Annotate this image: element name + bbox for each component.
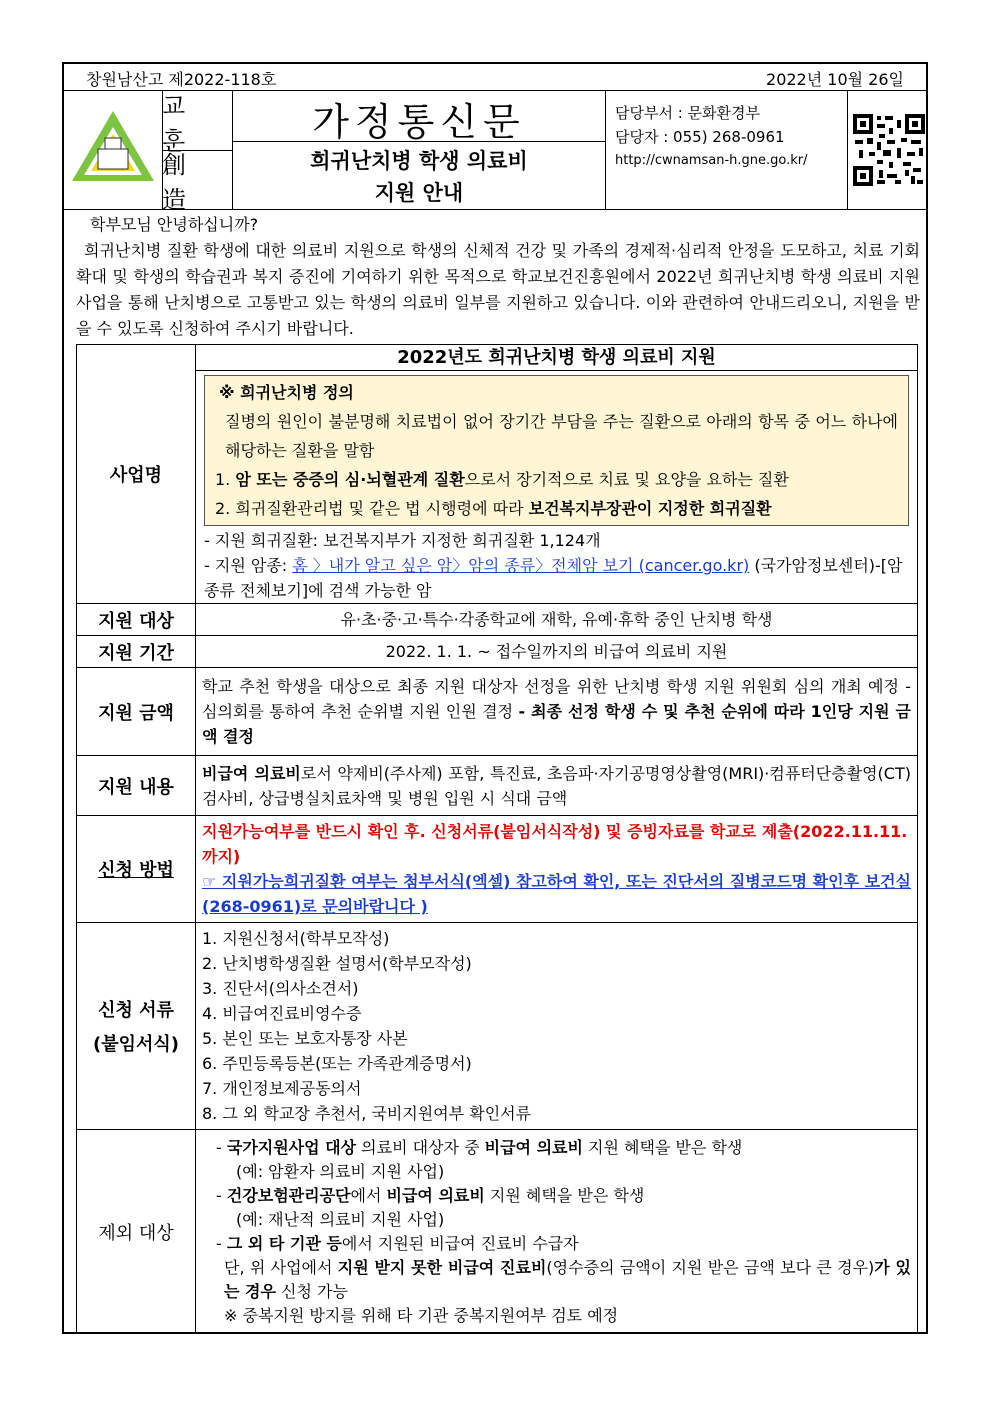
method-red-notice: 지원가능여부를 반드시 확인 후. 신청서류(붙임서식작성) 및 증빙자료를 학교로 제출(2022.11.11.까지) <box>202 822 908 866</box>
cancer-info-link[interactable]: 홈 〉내가 알고 싶은 암〉암의 종류〉전체암 보기 (cancer.go.kr) <box>292 556 750 575</box>
target-value: 유·초·중·고·특수·각종학교에 재학, 유예·휴학 중인 난치병 학생 <box>196 604 918 636</box>
content-value: 비급여 의료비로서 약제비(주사제) 포함, 특진료, 초음파·자기공명영상촬영(MRI)·컴퓨터단층촬영(CT) 검사비, 상급병실치료차액 및 병원 입원 시 식대 금액 <box>196 756 918 816</box>
letter-header <box>64 91 926 214</box>
period-label: 지원 기간 <box>77 636 196 668</box>
definition-box <box>204 375 909 526</box>
exclusion-example-2: (예: 재난적 의료비 지원 사업) <box>236 1209 445 1229</box>
issue-date: 2022년 10월 26일 <box>766 70 904 89</box>
qr-code-icon <box>848 91 927 209</box>
definition-item-1: 1. 암 또는 중증의 심·뇌혈관계 질환으로서 장기적으로 치료 및 요양을 요하는 질환 <box>215 470 789 489</box>
method-label: 신청 방법 <box>77 816 196 923</box>
doc-item: 4. 비급여진료비영수증 <box>202 1004 362 1023</box>
definition-title: ※ 희귀난치병 정의 <box>219 383 354 402</box>
period-value: 2022. 1. 1. ~ 접수일까지의 비급여 의료비 지원 <box>196 636 918 668</box>
department: 담당부서 : 문화환경부 <box>615 104 761 122</box>
doc-item: 1. 지원신청서(학부모작성) <box>202 929 390 948</box>
doc-item: 2. 난치병학생질환 설명서(학부모작성) <box>202 954 472 973</box>
note-cancer-types: - 지원 암종: 홈 〉내가 알고 싶은 암〉암의 종류〉전체암 보기 (cancer.go.kr) (국가암정보센터)-[암 종류 전체보기]에 검색 가능한 암 <box>204 556 903 600</box>
document-page <box>62 62 928 1334</box>
school-logo <box>64 91 163 209</box>
exclusion-list <box>196 1130 918 1334</box>
subtitle-line-2: 지원 안내 <box>374 181 464 205</box>
doc-item: 8. 그 외 학교장 추천서, 국비지원여부 확인서류 <box>202 1104 532 1123</box>
content-label: 지원 내용 <box>77 756 196 816</box>
greeting: 학부모님 안녕하십니까? <box>90 215 259 234</box>
definition-item-2: 2. 희귀질환관리법 및 같은 법 시행령에 따라 보건복지부장관이 지정한 희귀질환 <box>215 499 772 518</box>
exclusion-example-1: (예: 암환자 의료비 지원 사업) <box>236 1161 445 1181</box>
exclusion-exception: 단, 위 사업에서 지원 받지 못한 비급여 진료비(영수증의 금액이 지원 받은 금액 보다 큰 경우)가 있는 경우 신청 가능 <box>224 1257 912 1301</box>
definition-text: 질병의 원인이 불분명해 치료법이 없어 장기간 부담을 주는 질환으로 아래의 항목 중 어느 하나에 해당하는 질환을 말함 <box>225 412 898 460</box>
contact-person: 담당자 : 055) 268-0961 <box>615 128 785 146</box>
exclusion-label: 제외 대상 <box>77 1130 196 1334</box>
school-motto <box>162 91 233 214</box>
exclusion-item-2: - 건강보험관리공단에서 비급여 의료비 지원 혜택을 받은 학생 <box>216 1185 645 1205</box>
documents-label: 신청 서류 (붙임서식) <box>77 923 196 1130</box>
school-url[interactable]: http://cwnamsan-h.gne.go.kr/ <box>615 153 808 168</box>
support-info-table <box>76 344 918 1334</box>
title-box <box>233 91 606 209</box>
intro-body: 희귀난치병 질환 학생에 대한 의료비 지원으로 학생의 신체적 건강 및 가족의 경제적·심리적 안정을 도모하고, 치료 기회 확대 및 학생의 학습권과 복지 증진에 기여하기 위한 목적으로 학교보건진흥원에서 2022년 희귀난치병 학생 의료비 지원 사업을 통해 난치병으로 고통받고 있는 학생의 의료비 일부를 지원하고 있습니다. 이와 관련하여 안내드리오니, 지원을 받을 수 있도록 신청하여 주시기 바랍니다. <box>76 241 920 338</box>
doc-item: 5. 본인 또는 보호자통장 사본 <box>202 1029 408 1048</box>
contact-info <box>615 101 855 173</box>
qr-code <box>847 91 927 209</box>
note-rare-disease: - 지원 희귀질환: 보건복지부가 지정한 희귀질환 1,124개 <box>204 531 601 550</box>
doc-item: 7. 개인정보제공동의서 <box>202 1079 362 1098</box>
business-definition-cell <box>196 371 918 604</box>
subtitle-line-1: 희귀난치병 학생 의료비 <box>310 149 528 173</box>
issue-number: 창원남산고 제2022-118호 <box>86 70 277 89</box>
documents-list <box>196 923 918 1130</box>
table-heading: 2022년도 희귀난치병 학생 의료비 지원 <box>196 345 918 371</box>
business-name-label: 사업명 <box>77 345 196 604</box>
intro-text <box>76 212 920 342</box>
exclusion-note: ※ 중복지원 방지를 위해 타 기관 중복지원여부 검토 예정 <box>224 1305 619 1325</box>
method-inquiry: ☞ 지원가능희귀질환 여부는 첨부서식(엑셀) 참고하여 확인, 또는 진단서의 질병코드명 확인후 보건실(268-0961)로 문의바랍니다 ) <box>202 872 911 916</box>
target-label: 지원 대상 <box>77 604 196 636</box>
amount-value: 학교 추천 학생을 대상으로 최종 지원 대상자 선정을 위한 난치병 학생 지원 위원회 심의 개최 예정 - 심의회를 통하여 추천 순위별 지원 인원 결정 - 최종 선정 학생 수 및 추천 순위에 따라 1인당 지원 금액 결정 <box>196 668 918 756</box>
doc-item: 3. 진단서(의사소견서) <box>202 979 359 998</box>
motto-label: 교 훈 <box>162 91 232 151</box>
amount-label: 지원 금액 <box>77 668 196 756</box>
doc-item: 6. 주민등록등본(또는 가족관계증명서) <box>202 1054 472 1073</box>
exclusion-item-1: - 국가지원사업 대상 의료비 대상자 중 비급여 의료비 지원 혜택을 받은 학생 <box>216 1137 743 1157</box>
school-emblem-icon <box>64 91 162 209</box>
method-value <box>196 816 918 923</box>
motto-text: 創 造 <box>162 151 194 214</box>
page-title: 가정통신문 <box>312 100 526 144</box>
exclusion-item-3: - 그 외 타 기관 등에서 지원된 비급여 진료비 수급자 <box>216 1233 579 1253</box>
